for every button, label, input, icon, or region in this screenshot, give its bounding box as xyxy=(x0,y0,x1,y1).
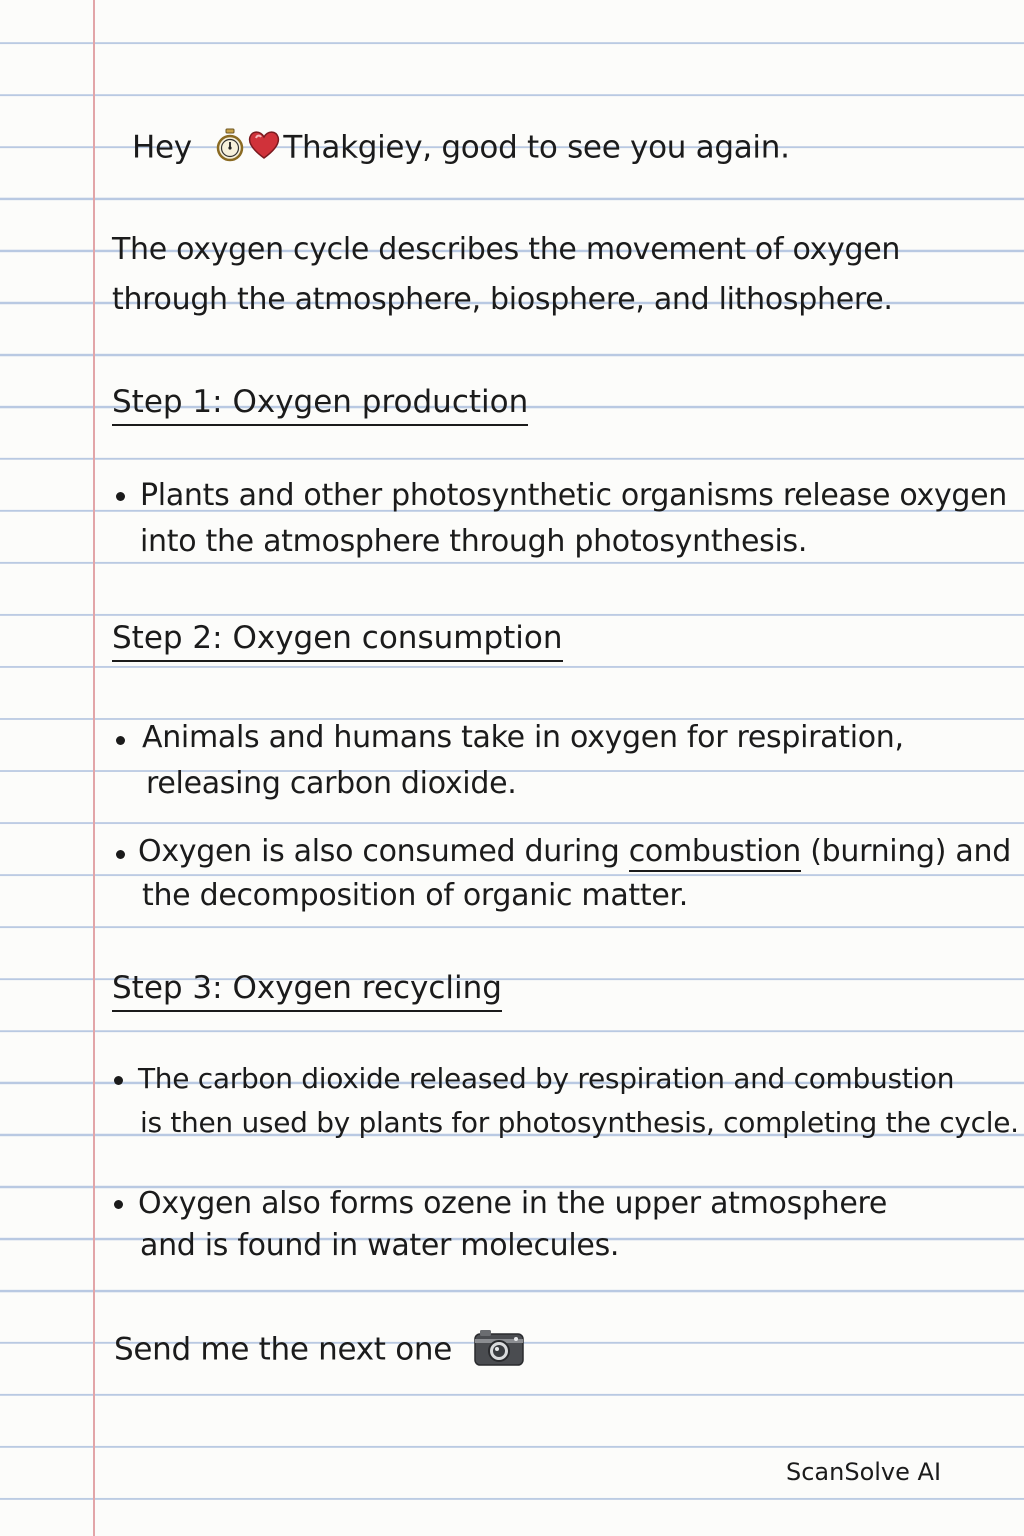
step-1-heading: Step 1: Oxygen production xyxy=(112,384,528,426)
step-2-heading: Step 2: Oxygen consumption xyxy=(112,620,563,662)
step-2-bullet-2-line-1 xyxy=(138,834,1011,869)
bullet-dot xyxy=(116,850,125,859)
signature: ScanSolve AI xyxy=(786,1458,942,1486)
bullet-dot xyxy=(116,736,125,745)
step-3-bullet-2-line-1: Oxygen also forms ozene in the upper atmosphere xyxy=(138,1186,888,1221)
step-2-bullet-2-line-2: the decomposition of organic matter. xyxy=(142,878,689,913)
combustion-underlined-word: combustion xyxy=(629,834,801,872)
camera-icon xyxy=(474,1328,524,1374)
step-1-bullet-1-line-2: into the atmosphere through photosynthesis. xyxy=(140,524,808,559)
intro-line-1: The oxygen cycle describes the movement of oxygen xyxy=(112,232,901,267)
greeting-message: Thakgiey, good to see you again. xyxy=(283,129,790,166)
step-2-bullet-2-text-before: Oxygen is also consumed during xyxy=(138,834,620,869)
margin-line xyxy=(93,0,95,1536)
bullet-dot xyxy=(114,1200,123,1209)
step-2-bullet-1-line-1: Animals and humans take in oxygen for respiration, xyxy=(142,720,904,755)
step-3-bullet-1-line-1: The carbon dioxide released by respiration and combustion xyxy=(138,1062,955,1095)
step-3-bullet-2-line-2: and is found in water molecules. xyxy=(140,1228,620,1263)
heart-icon xyxy=(247,130,281,168)
step-2-bullet-1-line-2: releasing carbon dioxide. xyxy=(146,766,517,801)
closing-text: Send me the next one xyxy=(114,1331,452,1368)
bullet-dot xyxy=(116,492,125,501)
step-2-bullet-2-text-after: (burning) and xyxy=(810,834,1011,869)
stopwatch-icon xyxy=(215,128,245,170)
step-1-bullet-1-line-1: Plants and other photosynthetic organisms release oxygen xyxy=(140,478,1008,513)
closing-line xyxy=(114,1328,524,1374)
bullet-dot xyxy=(114,1076,123,1085)
greeting-line xyxy=(132,128,790,170)
step-3-heading: Step 3: Oxygen recycling xyxy=(112,970,502,1012)
greeting-hey: Hey xyxy=(132,129,192,166)
intro-line-2: through the atmosphere, biosphere, and lithosphere. xyxy=(112,282,893,317)
step-3-bullet-1-line-2: is then used by plants for photosynthesis, completing the cycle. xyxy=(140,1106,1019,1139)
